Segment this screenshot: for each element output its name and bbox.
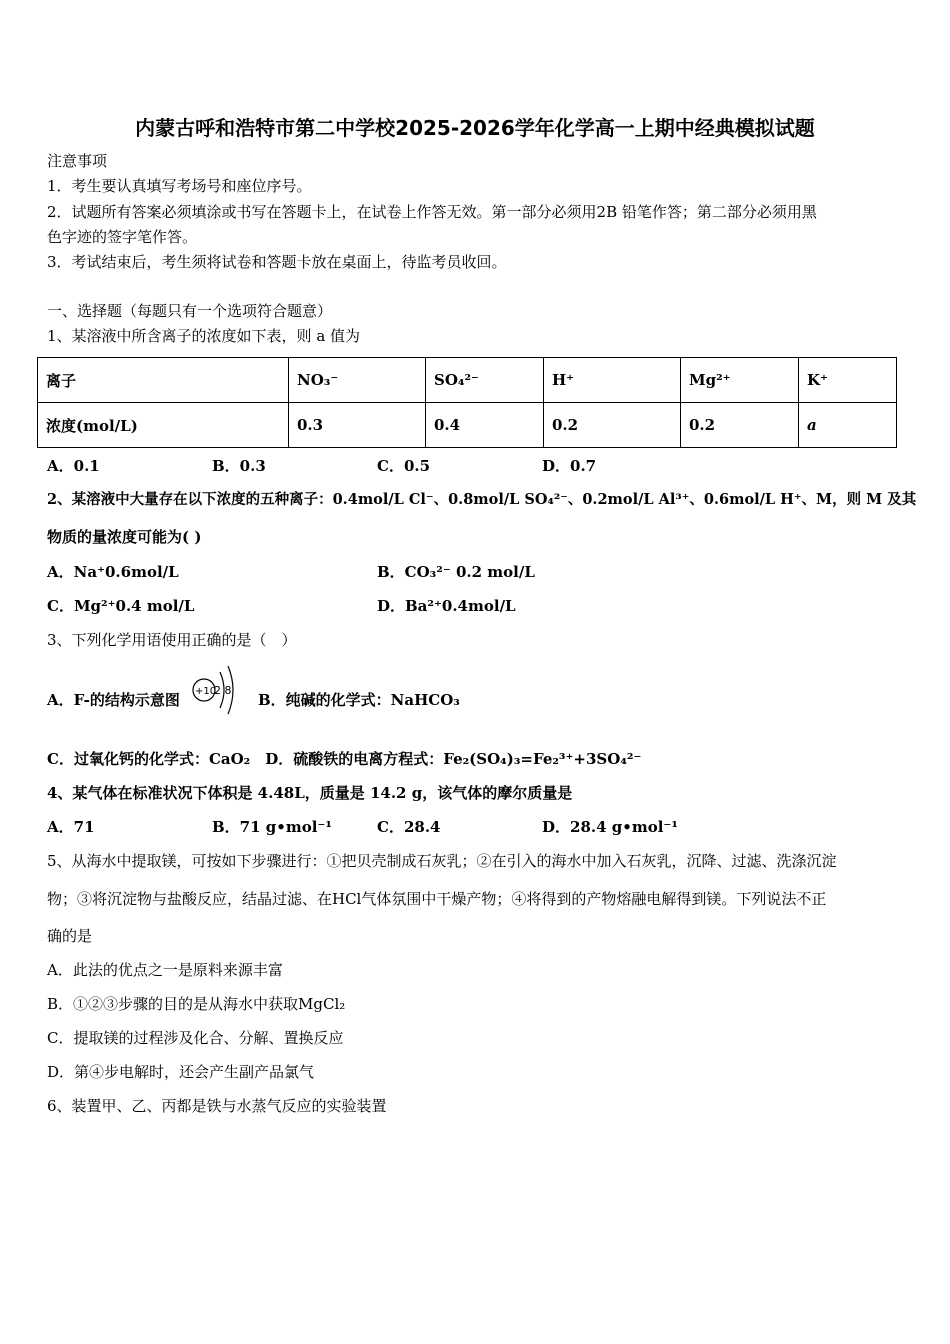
q3-option-a: A．F-的结构示意图 [47,691,180,709]
q5-stem: 5、从海水中提取镁，可按如下步骤进行：①把贝壳制成石灰乳；②在引入的海水中加入石灰乳，沉降、过滤、洗涤沉淀 [47,852,837,870]
q1-option-b: B．0.3 [212,457,266,475]
q5-option-d: D．第④步电解时，还会产生副产品氯气 [47,1063,315,1081]
table-cell: K⁺ [799,358,897,403]
q4-option-b: B．71 g•mol⁻¹ [212,818,332,836]
table-cell: SO₄²⁻ [426,358,544,403]
q2-option-b: B．CO₃²⁻ 0.2 mol/L [377,563,535,581]
q5-option-c: C．提取镁的过程涉及化合、分解、置换反应 [47,1029,344,1047]
page-title: 内蒙古呼和浩特市第二中学校2025-2026学年化学高一上期中经典模拟试题 [135,116,815,140]
table-cell: 0.2 [544,403,681,448]
q4-option-c: C．28.4 [377,818,441,836]
note-item: 2．试题所有答案必须填涂或书写在答题卡上，在试卷上作答无效。第一部分必须用2B 铅笔作答；第二部分必须用黑 [47,203,817,221]
table-header-row [38,358,897,403]
table-cell: H⁺ [544,358,681,403]
q1-option-c: C．0.5 [377,457,431,475]
q5-option-a: A．此法的优点之一是原料来源丰富 [47,961,283,979]
q1-stem: 1、某溶液中所含离子的浓度如下表，则 a 值为 [47,327,361,345]
notes-heading: 注意事项 [47,152,108,170]
table-cell: NO₃⁻ [289,358,426,403]
q3-stem: 3、下列化学用语使用正确的是（ ） [47,631,297,649]
q2-option-c: C．Mg²⁺0.4 mol/L [47,597,195,615]
q2-option-d: D．Ba²⁺0.4mol/L [377,597,516,615]
table-row [38,403,897,448]
q4-stem: 4、某气体在标准状况下体积是 4.48L，质量是 14.2 g，该气体的摩尔质量是 [47,784,573,802]
nucleus-charge: +10 [195,686,217,697]
q2-stem-cont: 物质的量浓度可能为( ) [47,528,202,546]
note-item: 色字迹的签字笔作答。 [47,228,198,246]
q5-option-b: B．①②③步骤的目的是从海水中获取MgCl₂ [47,995,346,1013]
q1-option-a: A．0.1 [47,457,100,475]
q3-option-b: B．纯碱的化学式：NaHCO₃ [258,691,460,709]
table-cell: 0.2 [681,403,799,448]
q5-stem-cont: 确的是 [47,927,93,945]
table-cell: 0.4 [426,403,544,448]
q4-option-d: D．28.4 g•mol⁻¹ [542,818,678,836]
section-heading: 一、选择题（每题只有一个选项符合题意） [47,302,333,320]
note-item: 1．考生要认真填写考场号和座位序号。 [47,177,312,195]
ion-concentration-table [37,357,897,448]
table-cell: 浓度(mol/L) [38,403,289,448]
q3-options-c-d: C．过氧化钙的化学式：CaO₂ D．硫酸铁的电离方程式：Fe₂(SO₄)₃=Fe₂³⁺+3SO₄²⁻ [47,750,642,768]
q2-stem: 2、某溶液中大量存在以下浓度的五种离子：0.4mol/L Cl⁻、0.8mol/L SO₄²⁻、0.2mol/L Al³⁺、0.6mol/L H⁺、M，则 M 及其 [47,491,917,508]
fluoride-ion-structure-diagram [190,662,240,718]
table-cell: 0.3 [289,403,426,448]
q1-option-d: D．0.7 [542,457,597,475]
note-item: 3．考试结束后，考生须将试卷和答题卡放在桌面上，待监考员收回。 [47,253,507,271]
q2-option-a: A．Na⁺0.6mol/L [47,563,179,581]
table-cell: 离子 [38,358,289,403]
table-cell: Mg²⁺ [681,358,799,403]
q4-option-a: A．71 [47,818,95,836]
q6-stem: 6、装置甲、乙、丙都是铁与水蒸气反应的实验装置 [47,1097,387,1115]
q5-stem-cont: 物；③将沉淀物与盐酸反应，结晶过滤、在HCl气体氛围中干燥产物；④将得到的产物熔融电解得到镁。下列说法不正 [47,890,827,908]
electron-shells: 2 8 [214,684,232,697]
table-cell: a [799,403,897,448]
